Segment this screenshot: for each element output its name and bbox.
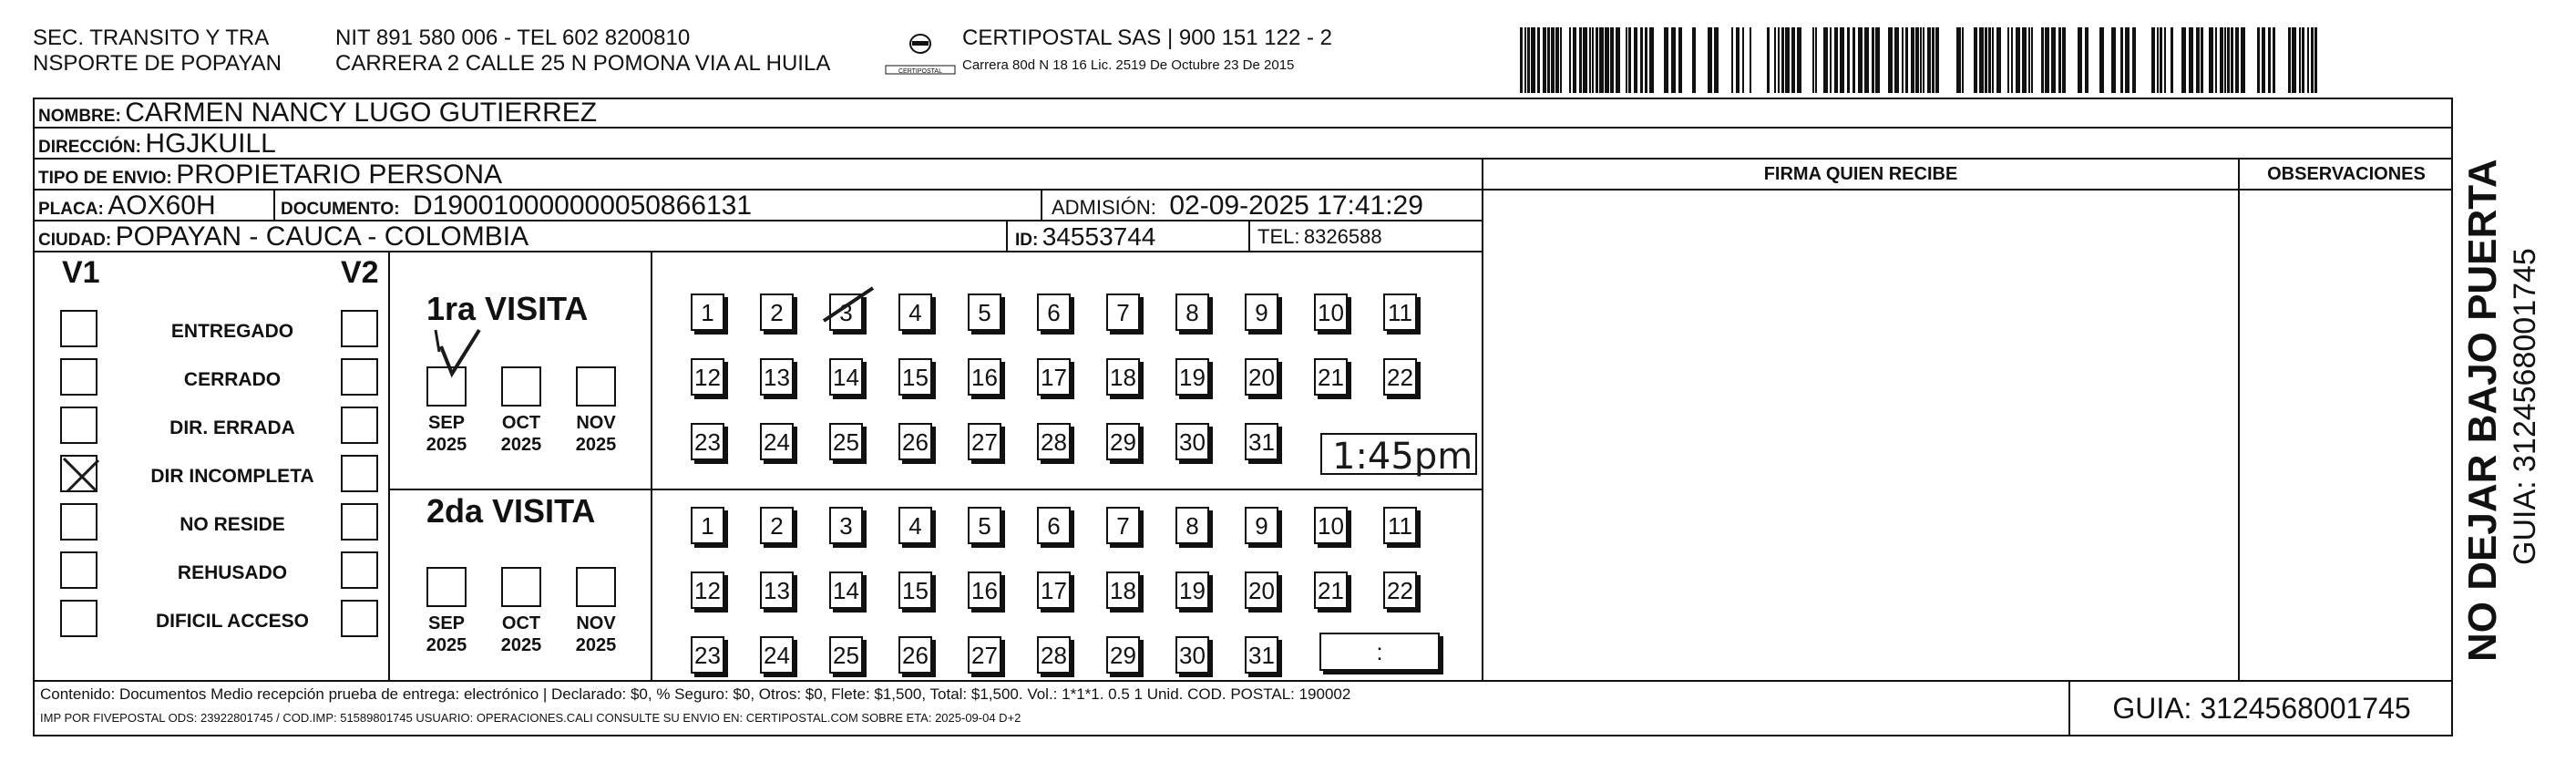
second-visit-day-box[interactable]: 23	[691, 636, 724, 674]
second-visit-day-box[interactable]: 10	[1314, 507, 1348, 544]
documento-value: D190010000000050866131	[413, 190, 753, 221]
second-visit-day-box[interactable]: 20	[1245, 572, 1278, 609]
second-visit-day-box[interactable]: 13	[760, 572, 794, 609]
id-value: 34553744	[1042, 222, 1156, 251]
nombre-label: NOMBRE:	[38, 107, 121, 126]
second-visit-day-box[interactable]: 8	[1175, 507, 1209, 544]
v1-checkbox[interactable]	[60, 358, 97, 396]
nit-line-2: CARRERA 2 CALLE 25 N POMONA VIA AL HUILA	[335, 51, 831, 76]
side-guia: GUIA: 3124568001745	[2508, 248, 2542, 565]
footer-guia: GUIA: 3124568001745	[2068, 682, 2453, 736]
logo-text: CERTIPOSTAL	[898, 68, 942, 75]
first-visit-day-box[interactable]: 9	[1245, 293, 1278, 331]
first-visit-day-box[interactable]: 17	[1037, 358, 1071, 396]
second-visit-day-box[interactable]: 9	[1245, 507, 1278, 544]
v2-checkbox[interactable]	[341, 455, 378, 492]
second-visit-day-box[interactable]: 24	[760, 636, 794, 674]
agency-line-2: NSPORTE DE POPAYAN	[33, 51, 282, 76]
barcode-gap	[2317, 27, 2320, 93]
first-visit-day-box[interactable]: 10	[1314, 293, 1348, 331]
first-visit-day-box[interactable]: 5	[968, 293, 1001, 331]
nit-line-1: NIT 891 580 006 - TEL 602 8200810	[335, 26, 691, 50]
first-visit-day-box[interactable]: 8	[1175, 293, 1209, 331]
v2-checkbox[interactable]	[341, 358, 378, 396]
first-visit-month-checkbox[interactable]	[501, 366, 541, 407]
status-label: CERRADO	[183, 369, 282, 390]
first-visit-month-checkbox[interactable]	[576, 366, 616, 407]
second-visit-day-box[interactable]: 18	[1106, 572, 1140, 609]
footer-line-1: Contenido: Documentos Medio recepción prueba de entrega: electrónico | Declarado: $0, % Seguro: $0, Otros: $0, Flete: $1,500, Total: $1,500. Vol.: 1*1*1. 0.5 1 Unid. COD. POSTAL: 190002	[40, 685, 1351, 703]
second-visit-day-box[interactable]: 21	[1314, 572, 1348, 609]
month-label: OCT	[501, 613, 541, 633]
second-visit-time: :	[1319, 633, 1440, 671]
second-visit-day-box[interactable]: 5	[968, 507, 1001, 544]
v1-checkbox[interactable]	[60, 310, 97, 347]
second-visit-day-box[interactable]: 25	[829, 636, 863, 674]
second-visit-day-box[interactable]: 7	[1106, 507, 1140, 544]
courier-line-2: Carrera 80d N 18 16 Lic. 2519 De Octubre 23 De 2015	[962, 57, 1295, 73]
admision-label: ADMISIÓN:	[1052, 196, 1156, 219]
v1-checkbox[interactable]	[60, 407, 97, 444]
first-visit-day-box[interactable]: 13	[760, 358, 794, 396]
row-tipo-envio	[33, 160, 1482, 190]
first-visit-day-box[interactable]: 18	[1106, 358, 1140, 396]
first-visit-day-box[interactable]: 2	[760, 293, 794, 331]
month-label: OCT	[501, 413, 541, 433]
first-visit-day-box[interactable]: 25	[829, 423, 863, 460]
second-visit-day-box[interactable]: 22	[1383, 572, 1417, 609]
admision-value: 02-09-2025 17:41:29	[1169, 190, 1423, 221]
status-label: DIR INCOMPLETA	[150, 466, 314, 487]
status-label: NO RESIDE	[180, 514, 285, 535]
first-visit-day-box[interactable]: 7	[1106, 293, 1140, 331]
v1-label: V1	[62, 255, 100, 290]
status-label: ENTREGADO	[170, 321, 294, 342]
v2-checkbox[interactable]	[341, 310, 378, 347]
first-visit-day-box[interactable]: 23	[691, 423, 724, 460]
status-label: REHUSADO	[177, 562, 288, 583]
second-visit-month-checkbox[interactable]	[501, 567, 541, 607]
placa-label: PLACA:	[38, 200, 104, 219]
second-visit-day-box[interactable]: 1	[691, 507, 724, 544]
second-visit-day-box[interactable]: 11	[1383, 507, 1417, 544]
first-visit-day-box[interactable]: 29	[1106, 423, 1140, 460]
second-visit-day-box[interactable]: 14	[829, 572, 863, 609]
v2-checkbox[interactable]	[341, 551, 378, 589]
no-dejar-warning: NO DEJAR BAJO PUERTA	[2460, 159, 2505, 662]
v2-label: V2	[341, 255, 379, 290]
first-visit-day-box[interactable]: 6	[1037, 293, 1071, 331]
second-visit-day-box[interactable]: 30	[1175, 636, 1209, 674]
observaciones-header: OBSERVACIONES	[2238, 160, 2453, 190]
second-visit-title: 2da VISITA	[426, 492, 596, 530]
second-visit-day-box[interactable]: 17	[1037, 572, 1071, 609]
first-visit-time-text: 1:45pm	[1332, 436, 1473, 478]
first-visit-day-box[interactable]: 22	[1383, 358, 1417, 396]
second-visit-day-box[interactable]: 3	[829, 507, 863, 544]
second-visit-day-box[interactable]: 6	[1037, 507, 1071, 544]
tel-value: 8326588	[1303, 225, 1382, 248]
tel-label: TEL:	[1257, 225, 1300, 248]
id-label: ID:	[1015, 231, 1039, 250]
second-visit-day-box[interactable]: 2	[760, 507, 794, 544]
tipo-value: PROPIETARIO PERSONA	[176, 160, 503, 190]
certipostal-logo	[884, 31, 957, 77]
v2-checkbox[interactable]	[341, 503, 378, 541]
ciudad-value: POPAYAN - CAUCA - COLOMBIA	[115, 221, 529, 252]
row-placa	[33, 190, 1482, 221]
month-label: NOV	[576, 413, 616, 433]
courier-line-1: CERTIPOSTAL SAS | 900 151 122 - 2	[962, 26, 1332, 50]
first-visit-day-box[interactable]: 24	[760, 423, 794, 460]
first-visit-day-box[interactable]: 21	[1314, 358, 1348, 396]
second-visit-day-box[interactable]: 28	[1037, 636, 1071, 674]
x-mark-icon	[62, 457, 99, 494]
row-ciudad	[33, 221, 1482, 252]
first-visit-title: 1ra VISITA	[426, 290, 589, 327]
second-visit-day-box[interactable]: 16	[968, 572, 1001, 609]
v1-checkbox[interactable]	[60, 455, 97, 492]
first-visit-day-box[interactable]: 26	[898, 423, 932, 460]
second-visit-day-box[interactable]: 15	[898, 572, 932, 609]
first-visit-day-box[interactable]: 27	[968, 423, 1001, 460]
year-label: 2025	[426, 435, 467, 455]
first-visit-day-box[interactable]: 20	[1245, 358, 1278, 396]
first-visit-day-box[interactable]: 16	[968, 358, 1001, 396]
first-visit-time	[1319, 430, 1593, 478]
v1-checkbox[interactable]	[60, 503, 97, 541]
first-visit-day-box[interactable]: 4	[898, 293, 932, 331]
day-check-mark	[820, 284, 875, 335]
second-visit-day-box[interactable]: 19	[1175, 572, 1209, 609]
first-visit-day-box[interactable]: 30	[1175, 423, 1209, 460]
second-visit-day-box[interactable]: 31	[1245, 636, 1278, 674]
second-visit-day-box[interactable]: 12	[691, 572, 724, 609]
first-visit-day-box[interactable]: 15	[898, 358, 932, 396]
first-visit-day-box[interactable]: 28	[1037, 423, 1071, 460]
first-visit-day-box[interactable]: 31	[1245, 423, 1278, 460]
year-label: 2025	[500, 435, 542, 455]
second-visit-month-checkbox[interactable]	[576, 567, 616, 607]
first-visit-day-box[interactable]: 12	[691, 358, 724, 396]
second-visit-day-box[interactable]: 26	[898, 636, 932, 674]
first-visit-day-box[interactable]: 1	[691, 293, 724, 331]
status-label: DIR. ERRADA	[169, 417, 295, 438]
year-label: 2025	[500, 635, 542, 655]
row-direccion	[33, 129, 2453, 160]
tipo-label: TIPO DE ENVIO:	[38, 169, 172, 188]
v2-checkbox[interactable]	[341, 407, 378, 444]
second-visit-day-box[interactable]: 29	[1106, 636, 1140, 674]
second-visit-month-checkbox[interactable]	[426, 567, 467, 607]
year-label: 2025	[426, 635, 467, 655]
nombre-value: CARMEN NANCY LUGO GUTIERREZ	[125, 98, 598, 128]
barcode	[1520, 27, 2495, 93]
month-label: NOV	[576, 613, 616, 633]
direccion-value: HGJKUILL	[145, 129, 276, 159]
month-label: SEP	[427, 413, 466, 433]
v1-checkbox[interactable]	[60, 600, 97, 637]
ciudad-label: CIUDAD:	[38, 231, 112, 250]
first-visit-day-box[interactable]: 14	[829, 358, 863, 396]
firma-header: FIRMA QUIEN RECIBE	[1482, 160, 2238, 190]
first-visit-day-box[interactable]: 3	[829, 293, 863, 331]
first-visit-day-box[interactable]: 11	[1383, 293, 1417, 331]
v1-checkbox[interactable]	[60, 551, 97, 589]
row-nombre	[33, 98, 2453, 129]
agency-line-1: SEC. TRANSITO Y TRA	[33, 26, 270, 50]
documento-label: DOCUMENTO:	[281, 200, 400, 219]
v2-checkbox[interactable]	[341, 600, 378, 637]
second-visit-day-box[interactable]: 4	[898, 507, 932, 544]
month-label: SEP	[427, 613, 466, 633]
second-visit-day-box[interactable]: 27	[968, 636, 1001, 674]
month-check-mark	[434, 328, 488, 374]
first-visit-day-box[interactable]: 19	[1175, 358, 1209, 396]
year-label: 2025	[575, 635, 617, 655]
placa-value: AOX60H	[108, 190, 216, 221]
direccion-label: DIRECCIÓN:	[38, 138, 141, 157]
footer-line-2: IMP POR FIVEPOSTAL ODS: 23922801745 / COD.IMP: 51589801745 USUARIO: OPERACIONES.CALI CONSULTE SU ENVIO EN: CERTIPOSTAL.COM SOBRE ETA: 2025-09-04 D+2	[40, 711, 1021, 725]
year-label: 2025	[575, 435, 617, 455]
status-label: DIFICIL ACCESO	[155, 611, 309, 632]
